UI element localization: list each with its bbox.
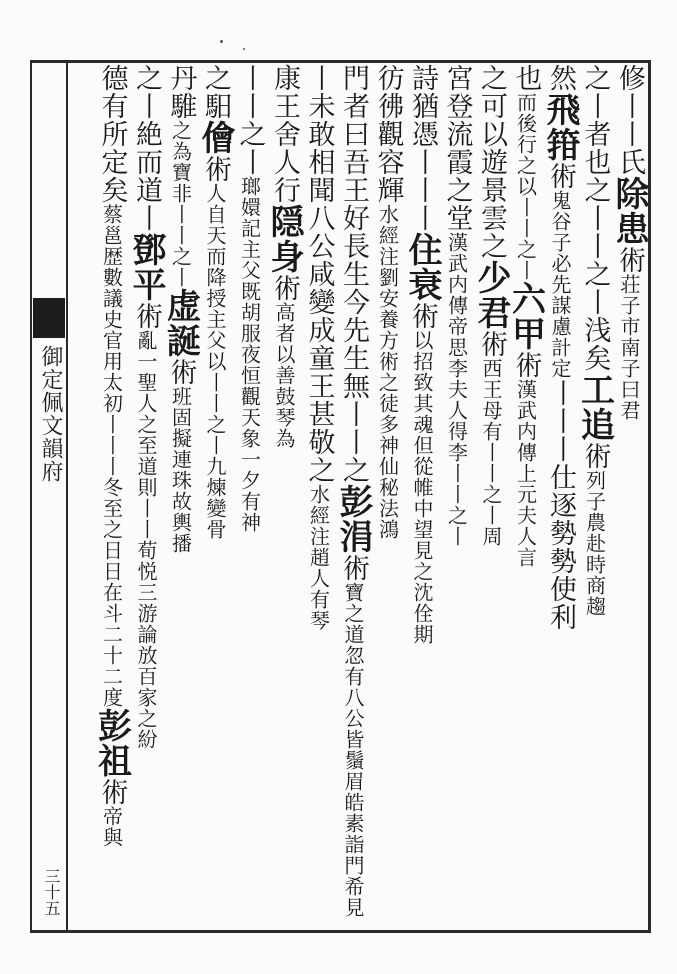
annotation-text: 列子農赴時商趨: [582, 470, 607, 617]
annotation-text: 瑯嬛記主父既胡服夜恒觀天象一夕有神: [237, 176, 262, 533]
body-text: 術: [579, 442, 611, 470]
body-text: 術: [545, 162, 576, 190]
annotation-text: 以招致其魂但從帷中望見之沈佺期: [410, 330, 434, 645]
entry-heading: 工追: [574, 372, 615, 442]
annotation-text: 人自天而降授主父以丨丨之丨九煉變骨: [203, 183, 227, 540]
text-column: [540, 64, 580, 631]
text-column: [195, 64, 235, 540]
ink-speck: [220, 40, 223, 43]
body-text: 術: [131, 302, 162, 330]
entry-heading: 鄧平: [126, 232, 166, 302]
entry-heading: 彭祖: [91, 708, 132, 778]
fishtail-mark: [33, 298, 65, 338]
body-text: 彷彿觀容輝: [372, 64, 404, 204]
entry-heading: 飛箝: [540, 92, 580, 162]
annotation-text: 之為寶非丨丨之丨: [168, 120, 193, 288]
annotation-text: 而後行之以丨丨之丨: [513, 92, 538, 281]
body-text: 德有所定矣: [96, 64, 128, 204]
body-text: 之丨者也: [579, 64, 611, 176]
annotation-text: 漢武内傳帝思李夫人得李丨丨之丨: [444, 232, 469, 547]
annotation-text: 帝與: [99, 806, 124, 848]
ink-speck: [243, 48, 245, 50]
body-text: 術: [614, 246, 645, 274]
body-text: 術: [269, 274, 300, 302]
body-text: 術: [200, 155, 231, 183]
body-text: 丹騅: [165, 64, 197, 120]
text-column: [302, 64, 336, 631]
body-text: 術: [407, 302, 438, 330]
body-text: 丨丨丨仕逐勢勢使利: [545, 379, 576, 631]
text-column: [333, 64, 373, 918]
annotation-text: 亂一聖人之至道則丨丨: [134, 330, 158, 540]
body-text: 也: [510, 64, 542, 92]
annotation-text: 西王母有丨丨之丨周: [479, 358, 503, 547]
annotation-text: 荀悦三游論放百家之紛: [134, 540, 158, 750]
body-text: 之丨丨之丨浅矣: [579, 176, 611, 372]
text-column: [609, 64, 649, 421]
text-column: [160, 64, 201, 554]
text-column: [126, 64, 166, 750]
text-column: [371, 64, 405, 540]
text-column: [574, 64, 615, 617]
annotation-text: 水經注趙人有琴: [306, 484, 331, 631]
body-text: 丨未敢相聞八公咸變成童王甚敬之: [303, 64, 335, 484]
annotation-text: 班固擬連珠故輿播: [168, 386, 193, 554]
entry-heading: 虚誕: [160, 288, 201, 358]
body-text: 宮登流霞之堂: [441, 64, 473, 232]
entry-heading: 少君: [471, 260, 511, 330]
body-text: 術: [96, 778, 128, 806]
entry-heading: 彭涓: [333, 484, 373, 554]
body-text: 然: [545, 64, 576, 92]
margin-divider-rule: [66, 60, 68, 933]
text-column: [402, 64, 442, 645]
body-text: 康王舍人行: [269, 64, 300, 204]
frame-bottom-rule: [30, 930, 650, 933]
entry-heading: 住衰: [402, 232, 442, 302]
text-column: [505, 64, 546, 568]
body-text: 術: [510, 351, 542, 379]
body-text: 術: [476, 330, 507, 358]
margin-folio-number: 三十五: [42, 868, 61, 916]
text-column: [471, 64, 511, 547]
annotation-text: 寶之道忽有八公皆鬚眉皓素詣門希見: [341, 582, 365, 918]
text-column: [91, 64, 132, 848]
annotation-text: 鬼谷子必先謀慮計定: [548, 190, 572, 379]
entry-heading: 儈: [195, 120, 235, 155]
text-column: [264, 64, 304, 449]
body-text: 之可以遊景雲之: [476, 64, 507, 260]
body-text: 詩猶憑丨丨丨: [407, 64, 438, 232]
body-text: 丨丨之丨: [234, 64, 266, 176]
frame-top-rule: [30, 60, 650, 63]
body-text: 修丨丨氏: [614, 64, 645, 176]
text-column: [440, 64, 474, 547]
body-text: 術: [338, 554, 369, 582]
frame-left-rule: [30, 60, 32, 933]
annotation-text: 丨冬至之日日在斗二十二度: [99, 456, 124, 708]
margin-book-title: 御定佩文韻府: [38, 345, 63, 483]
annotation-text: 水經注劉安養方術之徒多神仙秘法鴻: [375, 204, 400, 540]
annotation-text: 高者以善鼓琴為: [272, 302, 296, 449]
annotation-text: 蔡邕歴數議史官用太初丨丨: [99, 204, 124, 456]
entry-heading: 除患: [609, 176, 649, 246]
body-text: 之丨絶而道丨: [131, 64, 162, 232]
body-text: 之馹: [200, 64, 231, 120]
annotation-text: 荘子市南子曰君: [617, 274, 641, 421]
entry-heading: 隠身: [264, 204, 304, 274]
body-text: 門者曰吾王好長生今先生無丨丨之: [338, 64, 369, 484]
annotation-text: 漢武内傳上元夫人言: [513, 379, 538, 568]
body-text: 術: [165, 358, 197, 386]
entry-heading: 六甲: [505, 281, 546, 351]
text-column: [233, 64, 267, 533]
